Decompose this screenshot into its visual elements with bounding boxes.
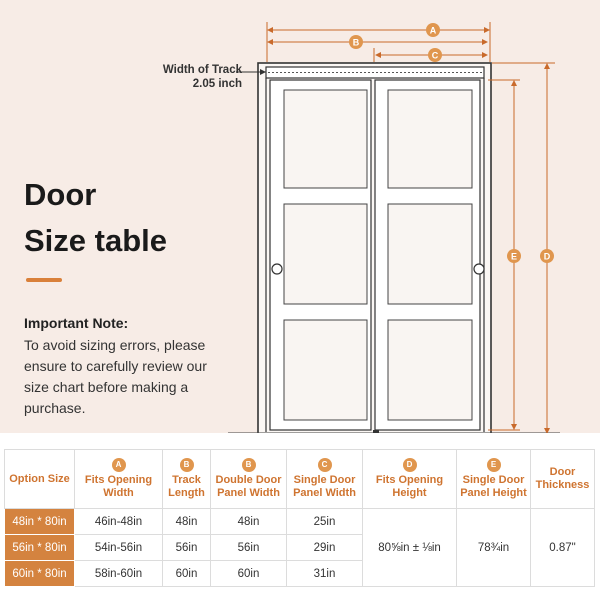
page-title xyxy=(24,172,167,264)
badge-b-icon xyxy=(349,35,363,49)
option-size-cell: 60in * 80in xyxy=(5,561,75,587)
header-panel-height: E Single Door Panel Height xyxy=(457,450,531,509)
dimension-b xyxy=(267,39,488,45)
track-width-label xyxy=(100,63,242,91)
badge-c-icon xyxy=(428,48,442,62)
track-length-cell: 56in xyxy=(163,535,211,561)
badge-a-icon xyxy=(426,23,440,37)
track-width-value: 2.05 inch xyxy=(192,78,242,90)
opening-width-cell: 54in-56in xyxy=(75,535,163,561)
option-size-cell: 56in * 80in xyxy=(5,535,75,561)
svg-text:C: C xyxy=(431,50,439,61)
header-opening-width: A Fits Opening Width xyxy=(75,450,163,509)
badge-d-icon xyxy=(540,249,554,263)
badge-b-icon: B xyxy=(242,458,256,472)
note-body: To avoid sizing errors, please ensure to carefully review our size chart before making a purchase. xyxy=(24,337,207,416)
track-width-title: Width of Track xyxy=(162,64,242,76)
single-panel-width-cell: 25in xyxy=(287,509,363,535)
title-line-2: Size table xyxy=(24,223,167,258)
opening-height-cell: 80⅝in ± ⅛in xyxy=(363,509,457,587)
svg-text:E: E xyxy=(510,251,518,262)
header-track-length: B Track Length xyxy=(163,450,211,509)
option-size-cell: 48in * 80in xyxy=(5,509,75,535)
track-bar xyxy=(266,67,484,78)
badge-d-icon: D xyxy=(403,458,417,472)
header-opening-height: D Fits Opening Height xyxy=(363,450,457,509)
table-row xyxy=(5,509,595,535)
badge-a-icon: A xyxy=(112,458,126,472)
thickness-cell: 0.87" xyxy=(531,509,595,587)
double-panel-width-cell: 48in xyxy=(211,509,287,535)
dimension-d xyxy=(492,63,555,434)
single-panel-width-cell: 31in xyxy=(287,561,363,587)
svg-text:A: A xyxy=(429,25,437,36)
header-double-panel-width: B Double Door Panel Width xyxy=(211,450,287,509)
opening-width-cell: 58in-60in xyxy=(75,561,163,587)
right-handle-icon xyxy=(474,264,484,274)
header-door-thickness: Door Thickness xyxy=(531,450,595,509)
header-single-panel-width: C Single Door Panel Width xyxy=(287,450,363,509)
size-table xyxy=(4,449,595,587)
track-length-cell: 60in xyxy=(163,561,211,587)
title-accent-bar xyxy=(26,278,62,282)
panel-height-cell: 78¾in xyxy=(457,509,531,587)
size-table-panel xyxy=(0,433,600,600)
left-door-panel xyxy=(270,80,371,430)
right-door-panel xyxy=(375,80,480,430)
left-handle-icon xyxy=(272,264,282,274)
single-panel-width-cell: 29in xyxy=(287,535,363,561)
badge-e-icon xyxy=(507,249,521,263)
double-panel-width-cell: 60in xyxy=(211,561,287,587)
svg-text:B: B xyxy=(352,37,360,48)
badge-e-icon: E xyxy=(487,458,501,472)
title-line-1: Door xyxy=(24,177,97,212)
table-header-row xyxy=(5,450,595,509)
track-length-cell: 48in xyxy=(163,509,211,535)
note-heading: Important Note: xyxy=(24,315,129,331)
svg-text:D: D xyxy=(543,251,551,262)
header-option-size: Option Size xyxy=(5,450,75,509)
opening-width-cell: 46in-48in xyxy=(75,509,163,535)
double-panel-width-cell: 56in xyxy=(211,535,287,561)
badge-b-icon: B xyxy=(180,458,194,472)
badge-c-icon: C xyxy=(318,458,332,472)
